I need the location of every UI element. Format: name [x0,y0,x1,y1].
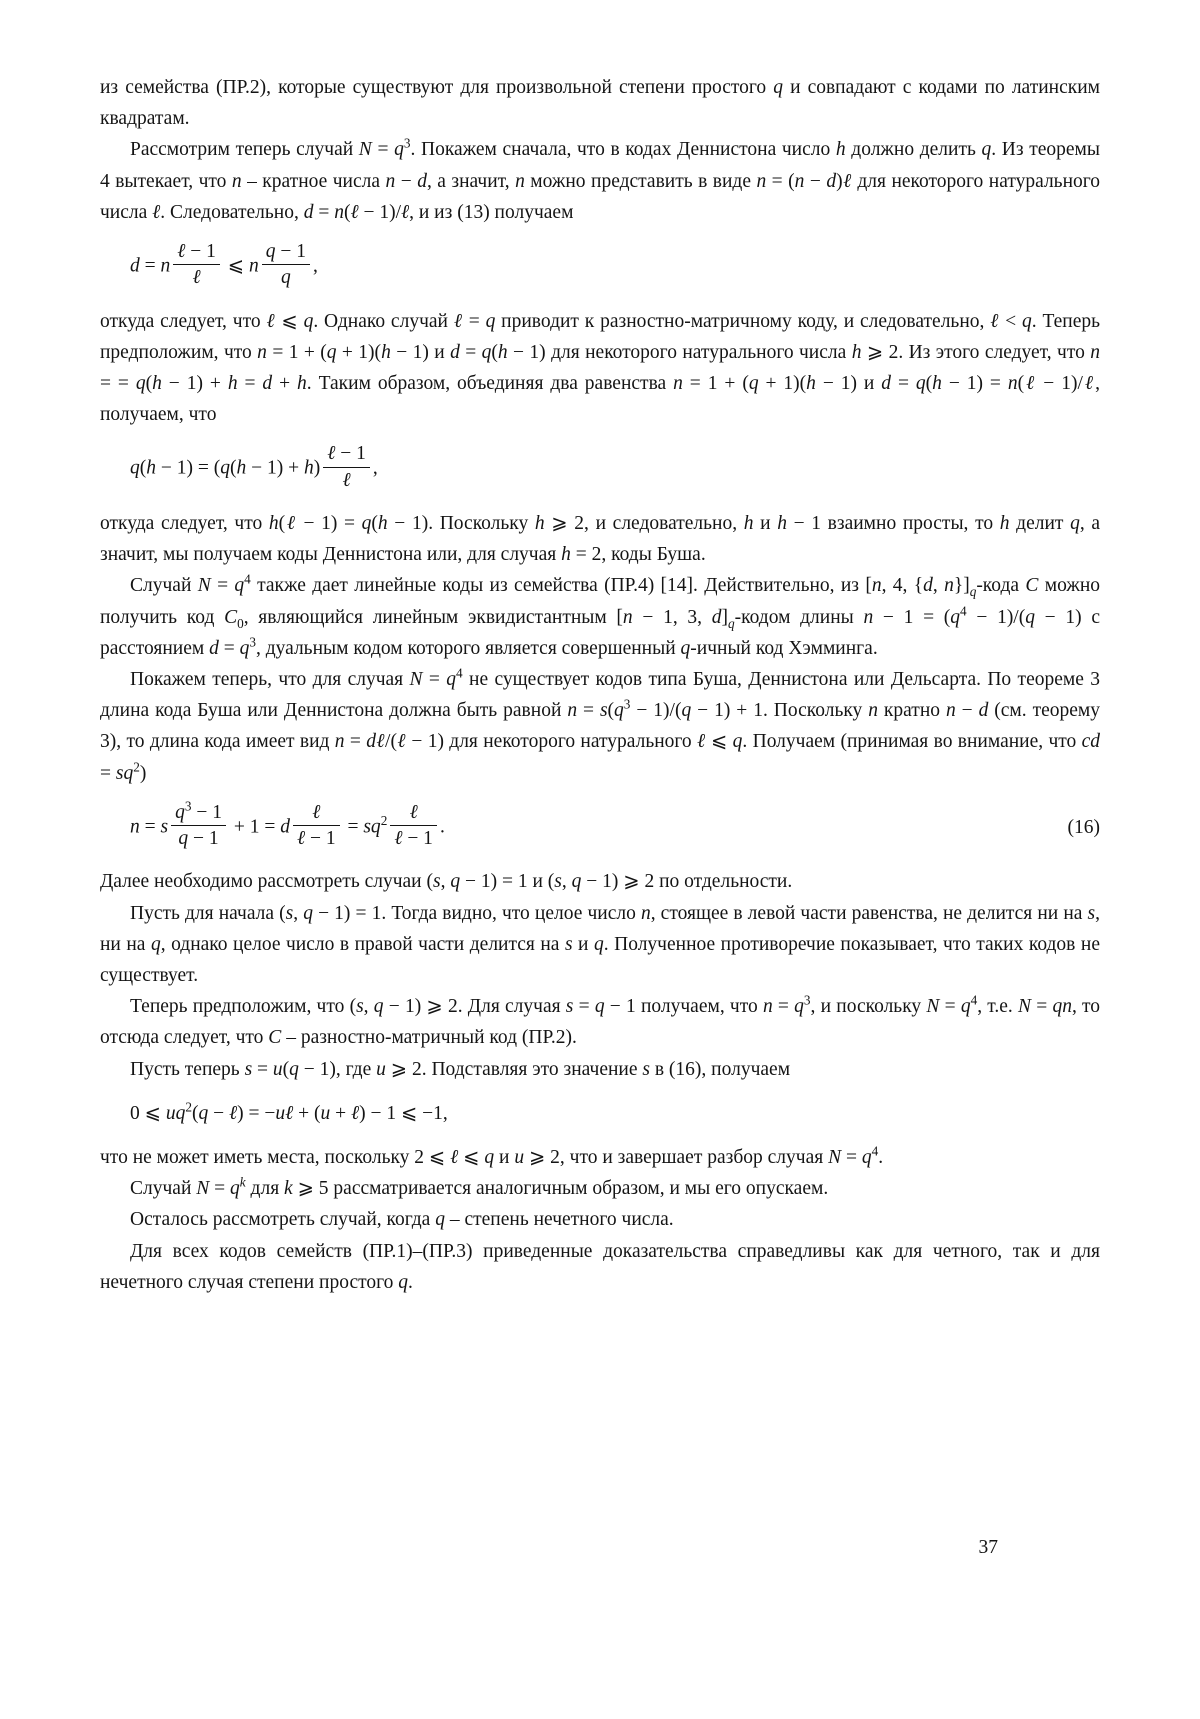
equation-number: (16) [1067,817,1100,838]
paragraph: Пусть для начала (s, q − 1) = 1. Тогда видно, что целое число n, стоящее в левой части равенства, не делится ни на s, ни на q, однако целое число в правой части делится на s и q. Полученное противоречие показывает, что таких кодов не существует. [100,902,1101,986]
paragraph: Осталось рассмотреть случай, когда q – степень нечетного числа. [130,1209,674,1231]
paragraph: Случай $N = q^4$ также дает линейные коды из семейства (ПР.4) [14]. Действительно, из [n, 4, {d, $n\}]_q$-кода C можно получить код $C_0$, являющийся линейным эквидистантным [n − 1, 3, $d]_q$-кодом длины $n - 1 = (q^4 - 1)/(q - 1)$ с расстоянием $d = q^3$, дуальным кодом которого является совершенный q-ичный код Хэмминга. [100,571,1101,659]
paragraph: Рассмотрим теперь случай $N = q^3$. Покажем сначала, что в кодах Деннистона число h должно делить q. Из теоремы 4 вытекает, что n – кратное числа n − d, а значит, n можно представить в виде n = (n − d)ℓ для некоторого натурального числа ℓ. Следовательно, d = n(ℓ − 1)/ℓ, и из (13) получаем [100,135,1101,223]
document-body [100,72,1100,1298]
paragraph: Случай $N = q^k$ для k ⩾ 5 рассматривается аналогичным образом, и мы его опускаем. [130,1174,829,1200]
page-number: 37 [978,1537,998,1558]
paragraph: что не может иметь места, поскольку 2 ⩽ ℓ ⩽ q и u ⩾ 2, что и завершает разбор случая $N = q^4$. [100,1143,884,1168]
paragraph: из семейства (ПР.2), которые существуют для произвольной степени простого q и совпадают с кодами по латинским квадратам. [100,77,1100,130]
paragraph: откуда следует, что h(ℓ − 1) = q(h − 1). Поскольку h ⩾ 2, и следовательно, h и h − 1 взаимно просты, то h делит q, а значит, мы получаем коды Деннистона или, для случая h = 2, коды Буша. [100,513,1101,566]
paragraph: Для всех кодов семейств (ПР.1)–(ПР.3) приведенные доказательства справедливы как для четного, так и для нечетного случая степени простого q. [100,1240,1100,1293]
paragraph: Теперь предположим, что (s, q − 1) ⩾ 2. Для случая s = q − 1 получаем, что $n = q^3$, и поскольку $N = q^4$, т.е. N = qn, то отсюда следует, что C – разностно-матричный код (ПР.2). [100,992,1101,1049]
display-formula [100,1098,1100,1129]
paragraph: Покажем теперь, что для случая $N = q^4$ не существует кодов типа Буша, Деннистона или Дельсарта. По теореме 3 длина кода Буша или Деннистона должна быть равной $n = s(q^3 - 1)/(q - 1) + 1$. Поскольку n кратно n − d (см. теорему 3), то длина кода имеет вид n = dℓ/(ℓ − 1) для некоторого натурального ℓ ⩽ q. Получаем (принимая во внимание, что cd = $sq^2$) [100,665,1101,784]
formula-content: 0 ⩽ $uq^2(q$ − ℓ) = −uℓ + (u + ℓ) − 1 ⩽ −1, [130,1099,448,1124]
display-formula [100,798,1100,854]
formula-content: n = s $\frac{q^3 - 1}{q - 1}$ + 1 = d $\frac{\text{ℓ}}{\text{ℓ − 1}}$ = $sq^2$ $\frac{\text{ℓ}}{\text{ℓ − 1}}$ . [130,798,445,850]
formula-content: q(h − 1) = (q(h − 1) + h) $\frac{\text{ℓ − 1}}{\text{ℓ}}$ , [130,443,378,491]
display-formula [100,241,1100,293]
paragraph: откуда следует, что ℓ ⩽ q. Однако случай ℓ = q приводит к разностно-матричному коду, и следовательно, ℓ < q. Теперь предположим, что n = 1 + (q + 1)(h − 1) и d = q(h − 1) для некоторого натурального числа h ⩾ 2. Из этого следует, что n = = q(h − 1) + h = d + h. Таким образом, объединяя два равенства n = 1 + (q + 1)(h − 1) и d = q(h − 1) = n(ℓ − 1)/ℓ, получаем, что [100,310,1101,426]
paragraph: Пусть теперь s = u(q − 1), где u ⩾ 2. Подставляя это значение s в (16), получаем [130,1058,791,1080]
formula-content: d = n $\frac{\text{ℓ − 1}}{\text{ℓ}}$ ⩽ n $\frac{q - 1}{q}$ , [130,240,318,289]
display-formula [100,443,1100,495]
paragraph: Далее необходимо рассмотреть случаи (s, q − 1) = 1 и (s, q − 1) ⩾ 2 по отдельности. [100,871,793,893]
